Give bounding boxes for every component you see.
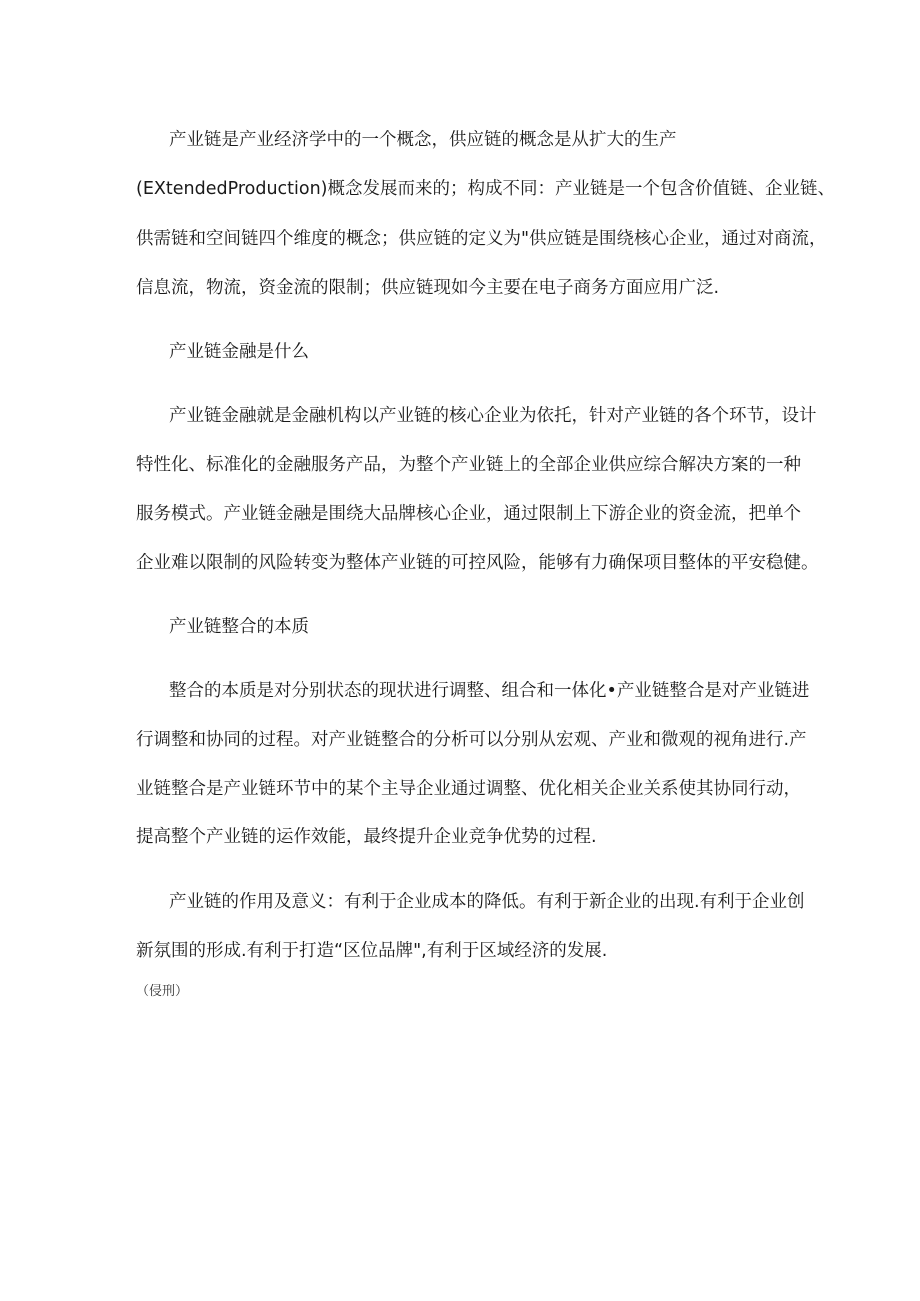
paragraph-line: 业链整合是产业链环节中的某个主导企业通过调整、优化相关企业关系使其协同行动， [136, 779, 801, 799]
paragraph-line: 供需链和空间链四个维度的概念；供应链的定义为"供应链是围绕核心企业，通过对商流， [136, 229, 827, 249]
heading-text: 产业链金融是什么 [169, 342, 309, 362]
paragraph-line: 产业链金融就是金融机构以产业链的核心企业为依托，针对产业链的各个环节，设计 [169, 406, 817, 426]
paragraph-line: 信息流，物流，资金流的限制；供应链现如今主要在电子商务方面应用广泛. [136, 278, 720, 298]
heading-text: 产业链整合的本质 [169, 617, 309, 637]
paragraph-line: 行调整和协同的过程。对产业链整合的分析可以分别从宏观、产业和微观的视角进行.产 [136, 730, 807, 750]
paragraph-line: 整合的本质是对分别状态的现状进行调整、组合和一体化•产业链整合是对产业链进 [169, 681, 810, 701]
paragraph-line: 提高整个产业链的运作效能，最终提升企业竞争优势的过程. [136, 827, 597, 847]
paragraph-line: 服务模式。产业链金融是围绕大品牌核心企业，通过限制上下游企业的资金流，把单个 [136, 504, 801, 524]
paragraph-line: 特性化、标准化的金融服务产品，为整个产业链上的全部企业供应综合解决方案的一种 [136, 455, 801, 475]
paragraph-line: 产业链的作用及意义：有利于企业成本的降低。有利于新企业的出现.有利于企业创 [169, 892, 805, 912]
paragraph-line: 新氛围的形成.有利于打造“区位品牌",有利于区域经济的发展. [136, 941, 608, 961]
paragraph-line: 产业链是产业经济学中的一个概念，供应链的概念是从扩大的生产 [169, 130, 677, 150]
paragraph-line: (EXtendedProduction)概念发展而来的；构成不同：产业链是一个包含价值链、企业链、 [136, 179, 836, 199]
paragraph-line: 企业难以限制的风险转变为整体产业链的可控风险，能够有力确保项目整体的平安稳健。 [136, 553, 819, 573]
footnote-mark: （侵刑） [136, 984, 189, 999]
